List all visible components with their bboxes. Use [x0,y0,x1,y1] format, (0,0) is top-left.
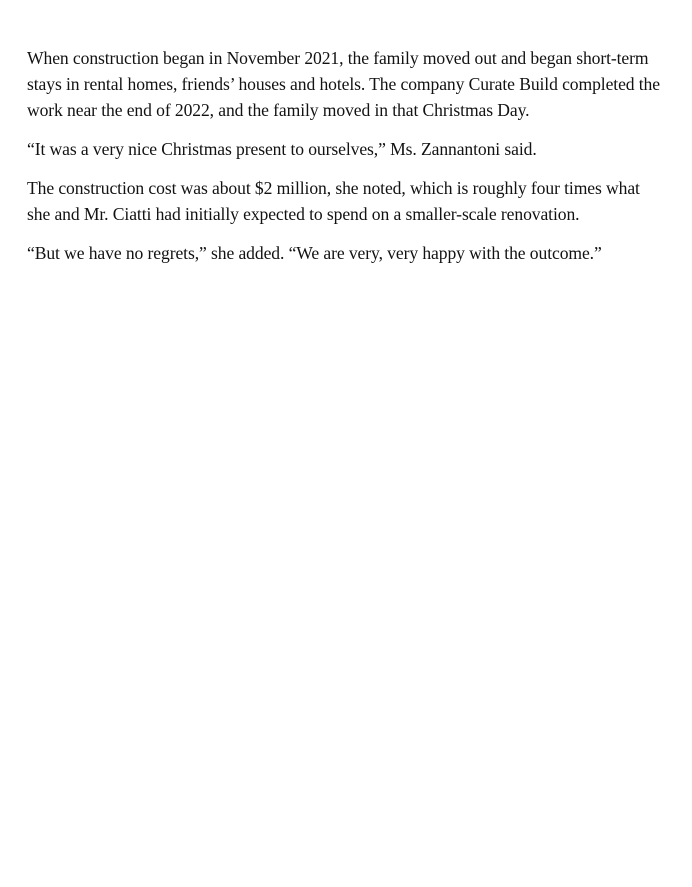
article-body [27,45,662,279]
article-paragraph-cost: The construction cost was about $2 million, she noted, which is roughly four times what she and Mr. Ciatti had initially expected to spend on a smaller-scale renovation. [27,178,640,224]
article-paragraph-no-regrets-quote: “But we have no regrets,” she added. “We are very, very happy with the outcome.” [27,243,602,263]
article-paragraph-christmas-quote: “It was a very nice Christmas present to ourselves,” Ms. Zannantoni said. [27,139,537,159]
article-paragraph-construction: When construction began in November 2021, the family moved out and began short-term stays in rental homes, friends’ houses and hotels. The company Curate Build completed the work near the end of 2022, and the family moved in that Christmas Day. [27,48,660,120]
